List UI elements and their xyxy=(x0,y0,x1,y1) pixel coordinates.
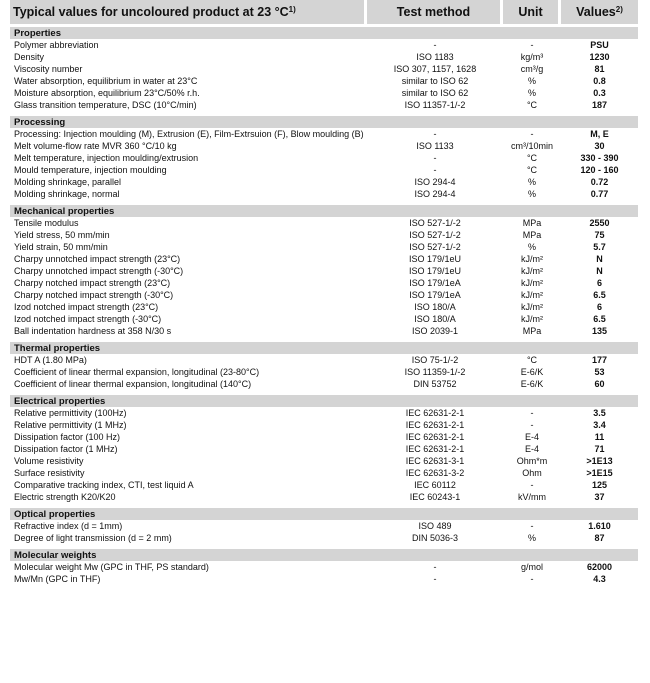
value-cell: 187 xyxy=(591,100,608,110)
property-cell: Yield strain, 50 mm/min xyxy=(14,242,108,252)
property-cell: Molecular weight Mw (GPC in THF, PS standard) xyxy=(14,562,209,572)
property-cell: Izod notched impact strength (23°C) xyxy=(14,302,159,312)
method-cell: ISO 179/1eA xyxy=(409,290,461,300)
property-cell: Molding shrinkage, parallel xyxy=(14,177,122,187)
unit-cell: cm³/10min xyxy=(510,141,553,151)
table-row xyxy=(10,277,638,289)
value-cell: 0.72 xyxy=(590,177,609,187)
method-cell: IEC 62631-2-1 xyxy=(405,432,465,442)
header-title-text: Typical values for uncoloured product at 23 °C xyxy=(13,5,289,19)
value-cell: 4.3 xyxy=(593,574,606,584)
unit-cell: cm³/g xyxy=(520,64,544,74)
unit-cell: kg/m³ xyxy=(520,52,544,62)
section-title: Properties xyxy=(10,27,638,39)
method-cell: - xyxy=(433,153,437,163)
header-title-note: 1) xyxy=(288,5,296,14)
value-cell: 3.4 xyxy=(593,420,606,430)
method-cell: similar to ISO 62 xyxy=(401,88,469,98)
property-cell: Coefficient of linear thermal expansion, longitudinal (140°C) xyxy=(14,379,252,389)
unit-cell: kV/mm xyxy=(518,492,546,502)
method-cell: ISO 179/1eA xyxy=(409,278,461,288)
table-row xyxy=(10,51,638,63)
method-cell: DIN 53752 xyxy=(413,379,457,389)
property-cell: Coefficient of linear thermal expansion, longitudinal (23-80°C) xyxy=(14,367,260,377)
header-method: Test method xyxy=(367,0,503,24)
method-cell: ISO 1133 xyxy=(416,141,454,151)
property-cell: Comparative tracking index, CTI, test liquid A xyxy=(14,480,194,490)
table-header xyxy=(10,0,638,24)
method-cell: ISO 307, 1157, 1628 xyxy=(393,64,477,74)
unit-cell: kJ/m² xyxy=(521,290,543,300)
table-row xyxy=(10,39,638,51)
table-body xyxy=(10,24,638,585)
method-cell: IEC 62631-2-1 xyxy=(405,444,465,454)
value-cell: 2550 xyxy=(589,218,610,228)
property-cell: Ball indentation hardness at 358 N/30 s xyxy=(14,326,172,336)
value-cell: PSU xyxy=(590,40,609,50)
property-cell: HDT A (1.80 MPa) xyxy=(14,355,87,365)
unit-cell: kJ/m² xyxy=(521,302,543,312)
property-cell: Tensile modulus xyxy=(14,218,79,228)
property-cell: Surface resistivity xyxy=(14,468,85,478)
section-header xyxy=(10,116,638,128)
unit-cell: MPa xyxy=(522,230,542,240)
property-cell: Dissipation factor (1 MHz) xyxy=(14,444,118,454)
unit-cell: °C xyxy=(526,355,538,365)
header-values-note: 2) xyxy=(615,5,623,14)
unit-cell: Ohm*m xyxy=(516,456,548,466)
table-row xyxy=(10,407,638,419)
unit-cell: g/mol xyxy=(520,562,543,572)
unit-cell: °C xyxy=(526,165,538,175)
value-cell: 120 - 160 xyxy=(580,165,619,175)
table-row xyxy=(10,467,638,479)
section-header xyxy=(10,27,638,39)
property-cell: Water absorption, equilibrium in water at 23°C xyxy=(14,76,198,86)
value-cell: N xyxy=(596,266,603,276)
section-header xyxy=(10,508,638,520)
section-title: Molecular weights xyxy=(10,549,638,561)
value-cell: 62000 xyxy=(586,562,613,572)
unit-cell: E-6/K xyxy=(520,367,544,377)
property-cell: Glass transition temperature, DSC (10°C/min) xyxy=(14,100,197,110)
method-cell: ISO 489 xyxy=(418,521,452,531)
value-cell: 6.5 xyxy=(593,290,606,300)
property-cell: Charpy unnotched impact strength (23°C) xyxy=(14,254,181,264)
method-cell: ISO 180/A xyxy=(414,302,456,312)
method-cell: ISO 1183 xyxy=(416,52,454,62)
method-cell: ISO 527-1/-2 xyxy=(409,242,461,252)
table-row xyxy=(10,99,638,111)
property-cell: Charpy unnotched impact strength (-30°C) xyxy=(14,266,184,276)
unit-cell: Ohm xyxy=(522,468,542,478)
value-cell: 135 xyxy=(591,326,608,336)
unit-cell: - xyxy=(530,480,534,490)
property-cell: Processing: Injection moulding (M), Extrusion (E), Film-Extrsuion (F), Blow moulding (B) xyxy=(14,129,364,139)
method-cell: ISO 179/1eU xyxy=(408,254,462,264)
header-title xyxy=(10,0,367,24)
table-row xyxy=(10,241,638,253)
table-row xyxy=(10,289,638,301)
value-cell: 6 xyxy=(596,302,602,312)
table-row xyxy=(10,229,638,241)
header-values-text: Values xyxy=(576,5,616,19)
method-cell: IEC 60112 xyxy=(414,480,456,490)
unit-cell: kJ/m² xyxy=(521,254,543,264)
property-cell: Relative permittivity (100Hz) xyxy=(14,408,127,418)
properties-table xyxy=(10,0,638,585)
unit-cell: °C xyxy=(526,153,538,163)
section-title: Thermal properties xyxy=(10,342,638,354)
unit-cell: % xyxy=(527,177,536,187)
method-cell: IEC 62631-2-1 xyxy=(405,420,465,430)
unit-cell: kJ/m² xyxy=(521,314,543,324)
property-cell: Density xyxy=(14,52,45,62)
unit-cell: - xyxy=(530,420,534,430)
property-cell: Degree of light transmission (d = 2 mm) xyxy=(14,533,172,543)
method-cell: IEC 62631-3-2 xyxy=(405,468,465,478)
value-cell: 81 xyxy=(594,64,605,74)
property-cell: Dissipation factor (100 Hz) xyxy=(14,432,121,442)
value-cell: 37 xyxy=(594,492,605,502)
unit-cell: MPa xyxy=(522,218,542,228)
property-cell: Polymer abbreviation xyxy=(14,40,99,50)
method-cell: ISO 294-4 xyxy=(414,177,456,187)
property-cell: Charpy notched impact strength (-30°C) xyxy=(14,290,174,300)
table-row xyxy=(10,152,638,164)
value-cell: 177 xyxy=(591,355,608,365)
table-row xyxy=(10,63,638,75)
method-cell: ISO 2039-1 xyxy=(411,326,459,336)
method-cell: ISO 11357-1/-2 xyxy=(404,100,466,110)
value-cell: 0.77 xyxy=(590,189,609,199)
method-cell: - xyxy=(433,40,437,50)
method-cell: - xyxy=(433,574,437,584)
table-row xyxy=(10,378,638,390)
value-cell: 1.610 xyxy=(588,521,611,531)
value-cell: 11 xyxy=(594,432,605,442)
property-cell: Volume resistivity xyxy=(14,456,84,466)
unit-cell: % xyxy=(527,88,536,98)
method-cell: - xyxy=(433,562,437,572)
table-row xyxy=(10,140,638,152)
table-row xyxy=(10,217,638,229)
table-row xyxy=(10,443,638,455)
property-cell: Mould temperature, injection moulding xyxy=(14,165,167,175)
value-cell: 0.8 xyxy=(593,76,606,86)
value-cell: N xyxy=(596,254,603,264)
table-row xyxy=(10,366,638,378)
property-cell: Yield stress, 50 mm/min xyxy=(14,230,110,240)
property-cell: Relative permittivity (1 MHz) xyxy=(14,420,127,430)
value-cell: 5.7 xyxy=(593,242,606,252)
property-cell: Electric strength K20/K20 xyxy=(14,492,116,502)
section-title: Electrical properties xyxy=(10,395,638,407)
value-cell: >1E13 xyxy=(586,456,613,466)
table-row xyxy=(10,265,638,277)
table-row xyxy=(10,532,638,544)
value-cell: 125 xyxy=(591,480,608,490)
table-row xyxy=(10,325,638,337)
table-row xyxy=(10,301,638,313)
section-title: Mechanical properties xyxy=(10,205,638,217)
value-cell: >1E15 xyxy=(586,468,613,478)
section-header xyxy=(10,549,638,561)
unit-cell: - xyxy=(530,408,534,418)
unit-cell: E-4 xyxy=(524,432,539,442)
unit-cell: % xyxy=(527,189,536,199)
table-row xyxy=(10,520,638,532)
value-cell: 0.3 xyxy=(593,88,606,98)
table-row xyxy=(10,573,638,585)
method-cell: DIN 5036-3 xyxy=(411,533,459,543)
unit-cell: °C xyxy=(526,100,538,110)
table-row xyxy=(10,253,638,265)
method-cell: similar to ISO 62 xyxy=(401,76,469,86)
table-row xyxy=(10,479,638,491)
unit-cell: kJ/m² xyxy=(521,266,543,276)
method-cell: ISO 179/1eU xyxy=(408,266,462,276)
table-row xyxy=(10,75,638,87)
property-cell: Izod notched impact strength (-30°C) xyxy=(14,314,162,324)
unit-cell: - xyxy=(530,40,534,50)
method-cell: IEC 62631-2-1 xyxy=(405,408,465,418)
method-cell: IEC 60243-1 xyxy=(409,492,461,502)
section-header xyxy=(10,395,638,407)
table-row xyxy=(10,354,638,366)
value-cell: 71 xyxy=(594,444,605,454)
method-cell: - xyxy=(433,165,437,175)
header-values xyxy=(561,0,638,24)
value-cell: 6 xyxy=(596,278,602,288)
value-cell: 30 xyxy=(594,141,605,151)
section-title: Optical properties xyxy=(10,508,638,520)
value-cell: 1230 xyxy=(589,52,610,62)
unit-cell: % xyxy=(527,242,536,252)
property-cell: Moisture absorption, equilibrium 23°C/50% r.h. xyxy=(14,88,200,98)
value-cell: 60 xyxy=(594,379,605,389)
property-cell: Charpy notched impact strength (23°C) xyxy=(14,278,171,288)
property-cell: Molding shrinkage, normal xyxy=(14,189,120,199)
value-cell: 75 xyxy=(594,230,605,240)
table-row xyxy=(10,164,638,176)
method-cell: IEC 62631-3-1 xyxy=(405,456,465,466)
property-cell: Mw/Mn (GPC in THF) xyxy=(14,574,101,584)
unit-cell: % xyxy=(527,533,536,543)
value-cell: 87 xyxy=(594,533,605,543)
property-cell: Melt volume-flow rate MVR 360 °C/10 kg xyxy=(14,141,177,151)
unit-cell: E-4 xyxy=(524,444,539,454)
value-cell: 330 - 390 xyxy=(580,153,619,163)
method-cell: ISO 75-1/-2 xyxy=(411,355,459,365)
section-header xyxy=(10,205,638,217)
method-cell: ISO 294-4 xyxy=(414,189,456,199)
table-row xyxy=(10,419,638,431)
unit-cell: - xyxy=(530,129,534,139)
table-row xyxy=(10,188,638,200)
method-cell: ISO 180/A xyxy=(414,314,456,324)
unit-cell: - xyxy=(530,521,534,531)
unit-cell: - xyxy=(530,574,534,584)
section-header xyxy=(10,342,638,354)
unit-cell: MPa xyxy=(522,326,542,336)
table-row xyxy=(10,561,638,573)
table-row xyxy=(10,176,638,188)
property-cell: Melt temperature, injection moulding/extrusion xyxy=(14,153,199,163)
table-row xyxy=(10,491,638,503)
unit-cell: % xyxy=(527,76,536,86)
table-row xyxy=(10,431,638,443)
unit-cell: E-6/K xyxy=(520,379,544,389)
value-cell: M, E xyxy=(590,129,609,139)
value-cell: 53 xyxy=(594,367,605,377)
section-title: Processing xyxy=(10,116,638,128)
table-row xyxy=(10,313,638,325)
table-row xyxy=(10,455,638,467)
property-cell: Viscosity number xyxy=(14,64,83,74)
method-cell: ISO 527-1/-2 xyxy=(409,230,461,240)
method-cell: ISO 527-1/-2 xyxy=(409,218,461,228)
property-cell: Refractive index (d = 1mm) xyxy=(14,521,123,531)
unit-cell: kJ/m² xyxy=(521,278,543,288)
method-cell: ISO 11359-1/-2 xyxy=(404,367,466,377)
table-row xyxy=(10,87,638,99)
method-cell: - xyxy=(433,129,437,139)
value-cell: 6.5 xyxy=(593,314,606,324)
header-unit: Unit xyxy=(503,0,561,24)
table-row xyxy=(10,128,638,140)
value-cell: 3.5 xyxy=(593,408,606,418)
